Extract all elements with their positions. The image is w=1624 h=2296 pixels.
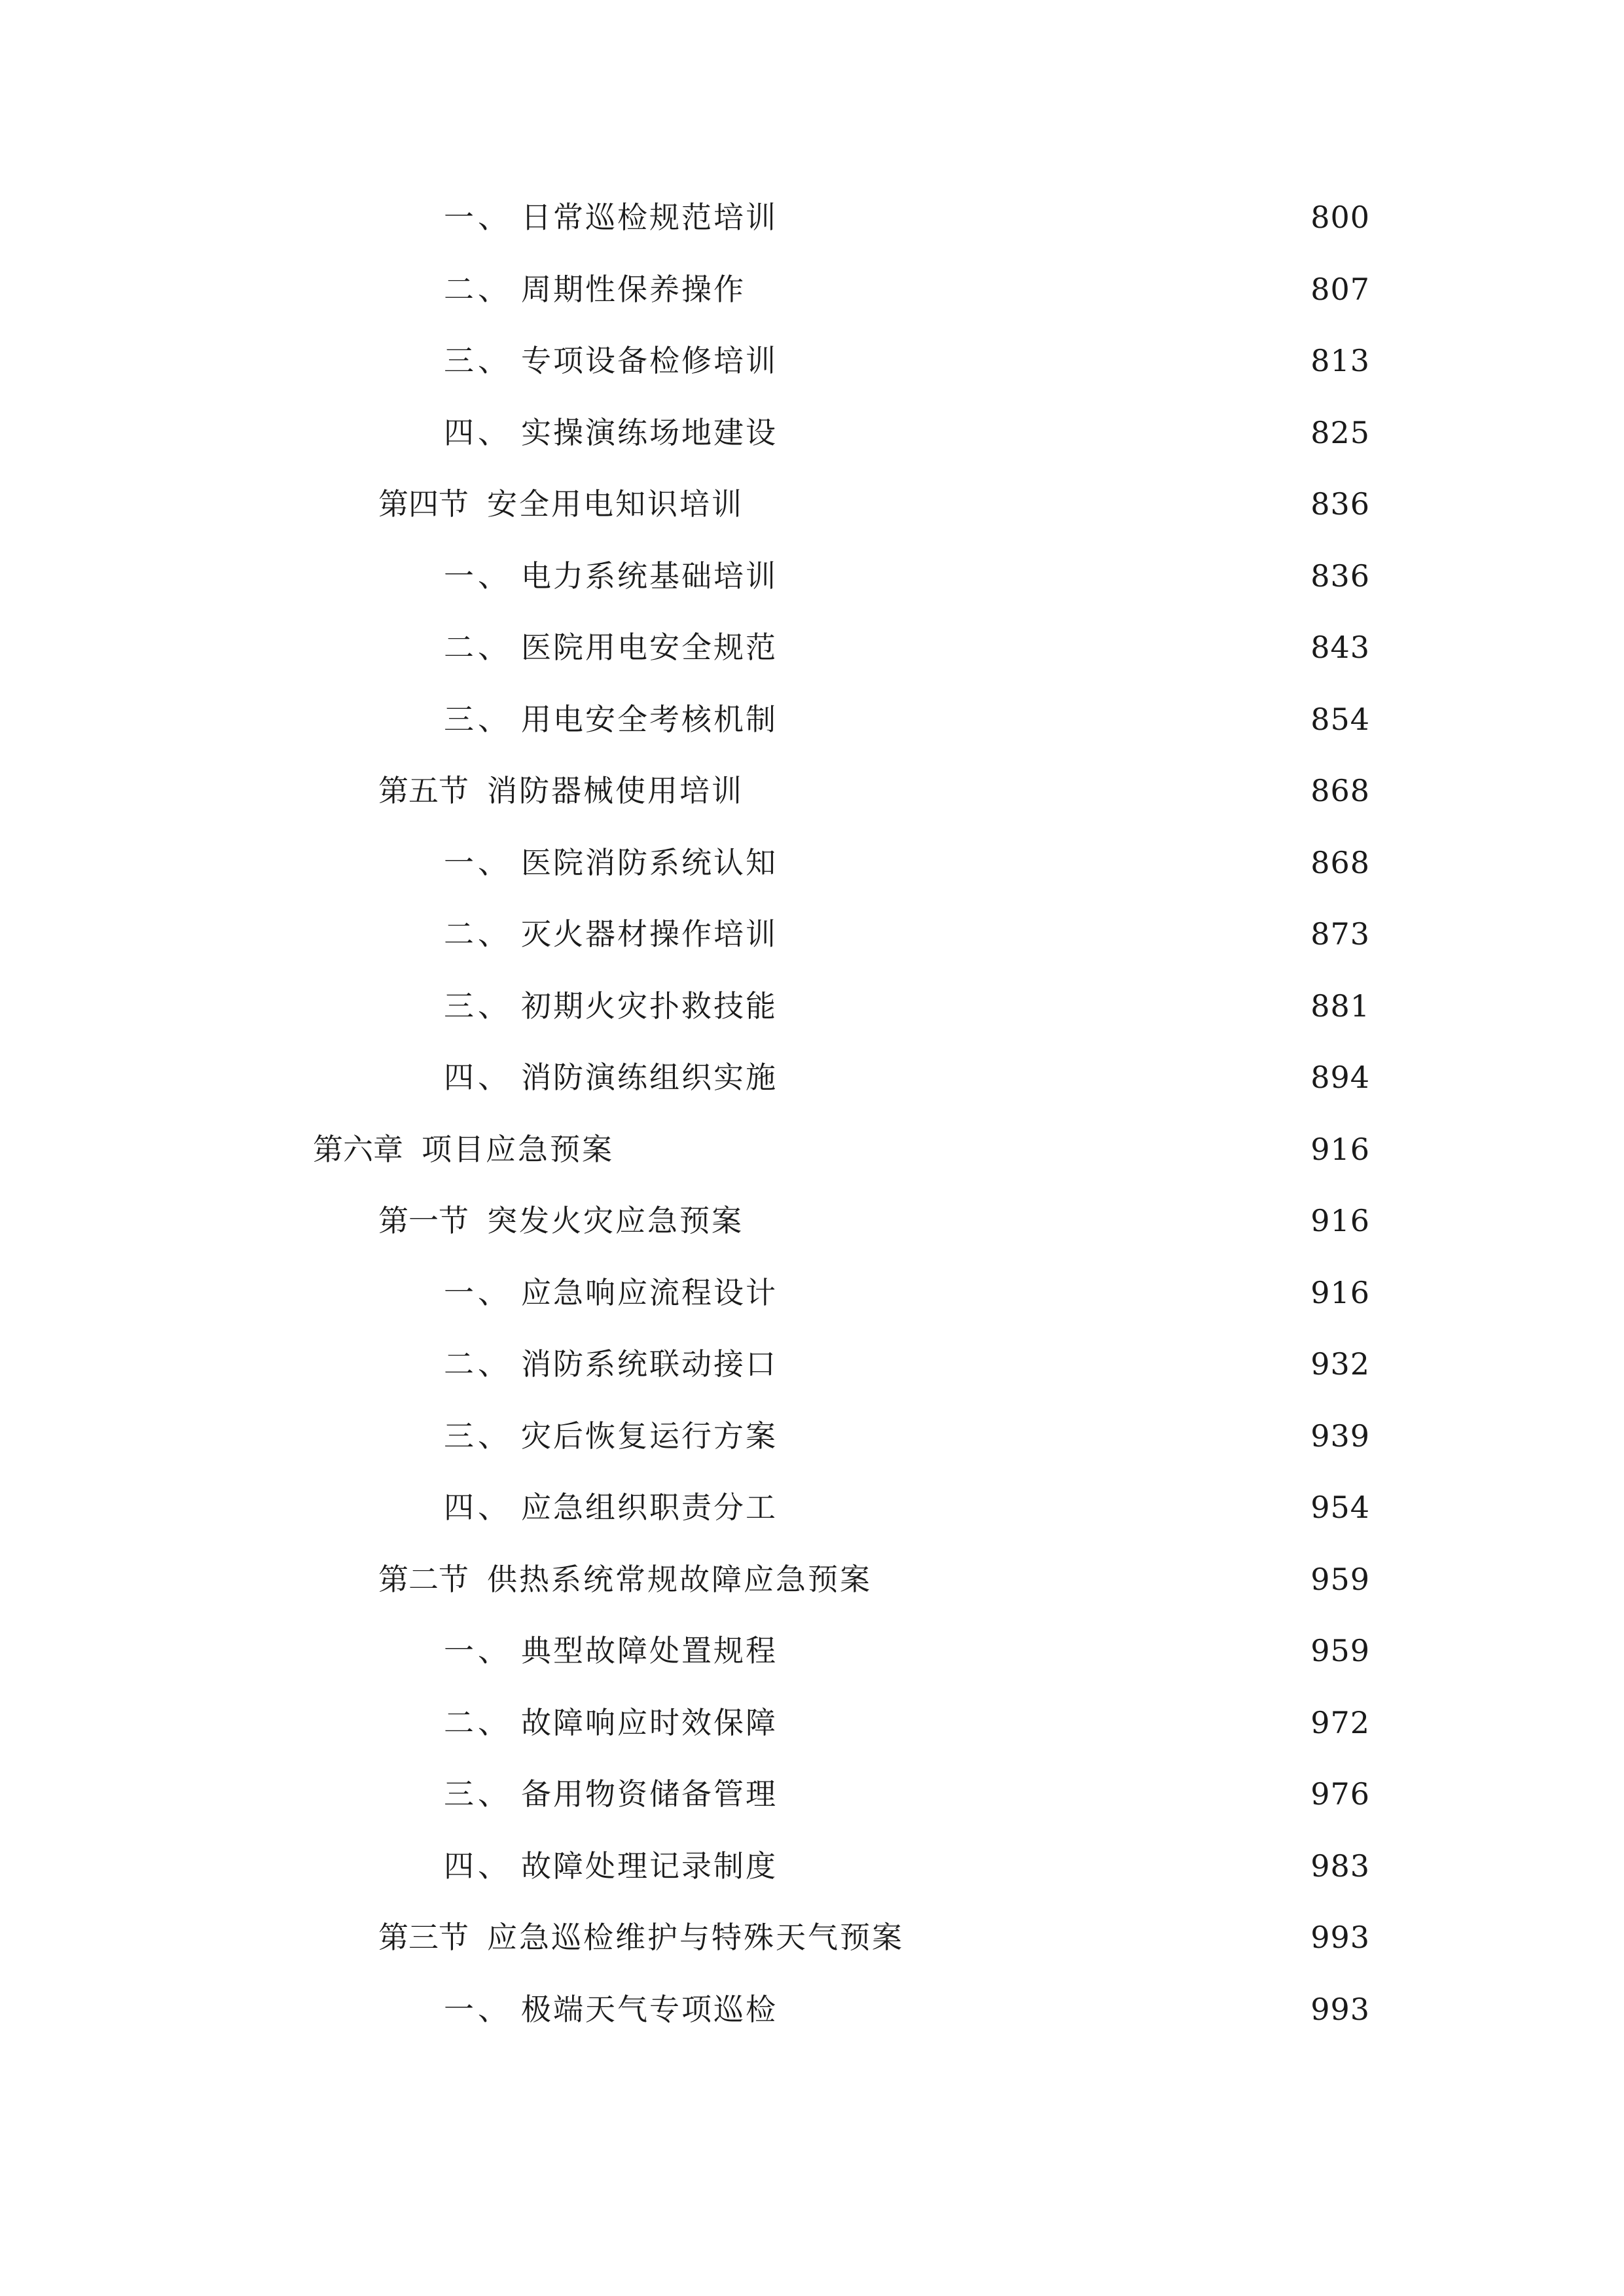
toc-entry-page: 854 xyxy=(1310,702,1370,737)
dot-leader xyxy=(784,980,1301,1032)
toc-entry-number: 三、 xyxy=(444,343,512,378)
toc-entry-number: 三、 xyxy=(444,702,512,737)
toc-entry-page: 959 xyxy=(1310,1562,1370,1597)
toc-entry-title: 用电安全考核机制 xyxy=(521,702,778,737)
toc-entry[interactable] xyxy=(444,191,1370,243)
toc-entry-number: 一、 xyxy=(444,200,512,235)
toc-entry-number: 一、 xyxy=(444,558,512,594)
toc-entry-number: 二、 xyxy=(444,916,512,952)
toc-entry-page: 825 xyxy=(1310,415,1370,450)
toc-entry[interactable] xyxy=(444,1696,1370,1749)
toc-entry-title: 应急响应流程设计 xyxy=(521,1275,778,1310)
toc-entry-number: 四、 xyxy=(444,1060,512,1095)
toc-entry-page: 976 xyxy=(1310,1776,1370,1812)
toc-entry[interactable] xyxy=(444,980,1370,1032)
dot-leader xyxy=(784,836,1301,889)
toc-entry-page: 959 xyxy=(1310,1633,1370,1668)
toc-entry-title: 消防演练组织实施 xyxy=(521,1060,778,1095)
dot-leader xyxy=(784,693,1301,745)
toc-entry-title: 灾后恢复运行方案 xyxy=(521,1418,778,1454)
toc-entry-page: 916 xyxy=(1310,1203,1370,1238)
toc-entry[interactable] xyxy=(444,836,1370,889)
toc-entry-title: 备用物资储备管理 xyxy=(521,1776,778,1812)
toc-entry[interactable] xyxy=(444,621,1370,673)
toc-entry[interactable] xyxy=(444,1338,1370,1390)
toc-entry-number: 一、 xyxy=(444,1633,512,1668)
toc-entry[interactable] xyxy=(444,334,1370,387)
toc-entry-page: 939 xyxy=(1310,1418,1370,1454)
toc-entry[interactable] xyxy=(444,1051,1370,1103)
toc-entry-title: 应急巡检维护与特殊天气预案 xyxy=(487,1920,904,1955)
toc-entry[interactable] xyxy=(444,1481,1370,1534)
toc-entry-page: 868 xyxy=(1310,773,1370,808)
toc-entry[interactable] xyxy=(444,1624,1370,1677)
toc-entry-page: 932 xyxy=(1310,1346,1370,1382)
toc-entry-number: 一、 xyxy=(444,1992,512,2027)
toc-entry-page: 881 xyxy=(1310,988,1370,1024)
dot-leader xyxy=(784,908,1301,960)
toc-entry-title: 典型故障处置规程 xyxy=(521,1633,778,1668)
toc-entry-number: 第二节 xyxy=(378,1562,469,1597)
toc-entry[interactable] xyxy=(444,1410,1370,1462)
toc-entry-number: 二、 xyxy=(444,1705,512,1740)
toc-entry[interactable] xyxy=(444,1840,1370,1892)
toc-section-entry[interactable] xyxy=(378,1194,1370,1247)
dot-leader xyxy=(784,1338,1301,1390)
dot-leader xyxy=(784,1481,1301,1534)
toc-entry-title: 医院消防系统认知 xyxy=(521,845,778,880)
toc-entry-title: 项目应急预案 xyxy=(422,1132,614,1167)
toc-entry-page: 993 xyxy=(1310,1920,1370,1955)
dot-leader xyxy=(784,1410,1301,1462)
toc-entry-page: 894 xyxy=(1310,1060,1370,1095)
toc-entry-number: 三、 xyxy=(444,1776,512,1812)
toc-entry-number: 三、 xyxy=(444,988,512,1024)
toc-entry-number: 一、 xyxy=(444,1275,512,1310)
toc-entry-number: 二、 xyxy=(444,630,512,665)
toc-section-entry[interactable] xyxy=(378,478,1370,530)
toc-entry-page: 983 xyxy=(1310,1848,1370,1884)
toc-entry-number: 第一节 xyxy=(378,1203,469,1238)
toc-entry-number: 四、 xyxy=(444,1848,512,1884)
toc-entry-page: 800 xyxy=(1310,200,1370,235)
toc-entry-title: 日常巡检规范培训 xyxy=(521,200,778,235)
toc-entry-number: 第四节 xyxy=(378,486,469,522)
dot-leader xyxy=(784,406,1301,459)
dot-leader xyxy=(784,1051,1301,1103)
toc-entry-title: 实操演练场地建设 xyxy=(521,415,778,450)
toc-section-entry[interactable] xyxy=(378,1553,1370,1605)
toc-entry-number: 一、 xyxy=(444,845,512,880)
toc-entry[interactable] xyxy=(444,1768,1370,1820)
toc-entry-page: 813 xyxy=(1310,343,1370,378)
toc-entry-page: 873 xyxy=(1310,916,1370,952)
dot-leader xyxy=(784,1768,1301,1820)
toc-entry-number: 四、 xyxy=(444,415,512,450)
toc-entry[interactable] xyxy=(444,908,1370,960)
toc-section-entry[interactable] xyxy=(378,764,1370,817)
toc-entry-page: 836 xyxy=(1310,558,1370,594)
dot-leader xyxy=(784,621,1301,673)
toc-entry-page: 868 xyxy=(1310,845,1370,880)
toc-entry-title: 供热系统常规故障应急预案 xyxy=(487,1562,872,1597)
dot-leader xyxy=(752,263,1301,315)
toc-entry-number: 第三节 xyxy=(378,1920,469,1955)
toc-entry[interactable] xyxy=(444,263,1370,315)
toc-section-entry[interactable] xyxy=(378,1911,1370,1964)
toc-entry[interactable] xyxy=(444,693,1370,745)
toc-entry[interactable] xyxy=(444,550,1370,602)
toc-entry-title: 医院用电安全规范 xyxy=(521,630,778,665)
toc-entry-page: 836 xyxy=(1310,486,1370,522)
toc-entry-page: 993 xyxy=(1310,1992,1370,2027)
dot-leader xyxy=(878,1553,1301,1605)
toc-entry-page: 807 xyxy=(1310,272,1370,307)
toc-entry-title: 周期性保养操作 xyxy=(521,272,746,307)
toc-entry-title: 突发火灾应急预案 xyxy=(487,1203,744,1238)
toc-entry[interactable] xyxy=(444,1266,1370,1319)
dot-leader xyxy=(750,478,1301,530)
dot-leader xyxy=(621,1123,1301,1175)
toc-entry[interactable] xyxy=(444,1983,1370,2036)
dot-leader xyxy=(784,1983,1301,2036)
toc-entry-page: 916 xyxy=(1310,1132,1370,1167)
toc-entry-title: 安全用电知识培训 xyxy=(487,486,744,522)
dot-leader xyxy=(784,550,1301,602)
toc-entry-number: 三、 xyxy=(444,1418,512,1454)
toc-entry-number: 四、 xyxy=(444,1490,512,1525)
toc-entry-number: 第五节 xyxy=(378,773,469,808)
dot-leader xyxy=(784,1696,1301,1749)
dot-leader xyxy=(784,1624,1301,1677)
dot-leader xyxy=(784,191,1301,243)
toc-entry-title: 消防系统联动接口 xyxy=(521,1346,778,1382)
toc-entry-title: 消防器械使用培训 xyxy=(487,773,744,808)
toc-entry-number: 第六章 xyxy=(313,1132,403,1167)
toc-chapter-entry[interactable] xyxy=(313,1123,1370,1175)
toc-entry-title: 专项设备检修培训 xyxy=(521,343,778,378)
toc-entry[interactable] xyxy=(444,406,1370,459)
dot-leader xyxy=(784,334,1301,387)
dot-leader xyxy=(784,1266,1301,1319)
toc-entry-title: 故障处理记录制度 xyxy=(521,1848,778,1884)
toc-entry-title: 初期火灾扑救技能 xyxy=(521,988,778,1024)
toc-entry-title: 极端天气专项巡检 xyxy=(521,1992,778,2027)
dot-leader xyxy=(750,764,1301,817)
toc-entry-page: 972 xyxy=(1310,1705,1370,1740)
toc-entry-page: 843 xyxy=(1310,630,1370,665)
toc-entry-number: 二、 xyxy=(444,272,512,307)
toc-entry-page: 954 xyxy=(1310,1490,1370,1525)
toc-entry-number: 二、 xyxy=(444,1346,512,1382)
toc-entry-page: 916 xyxy=(1310,1275,1370,1310)
toc-entry-title: 应急组织职责分工 xyxy=(521,1490,778,1525)
dot-leader xyxy=(750,1194,1301,1247)
toc-entry-title: 灭火器材操作培训 xyxy=(521,916,778,952)
dot-leader xyxy=(911,1911,1301,1964)
toc-entry-title: 故障响应时效保障 xyxy=(521,1705,778,1740)
dot-leader xyxy=(784,1840,1301,1892)
toc-entry-title: 电力系统基础培训 xyxy=(521,558,778,594)
